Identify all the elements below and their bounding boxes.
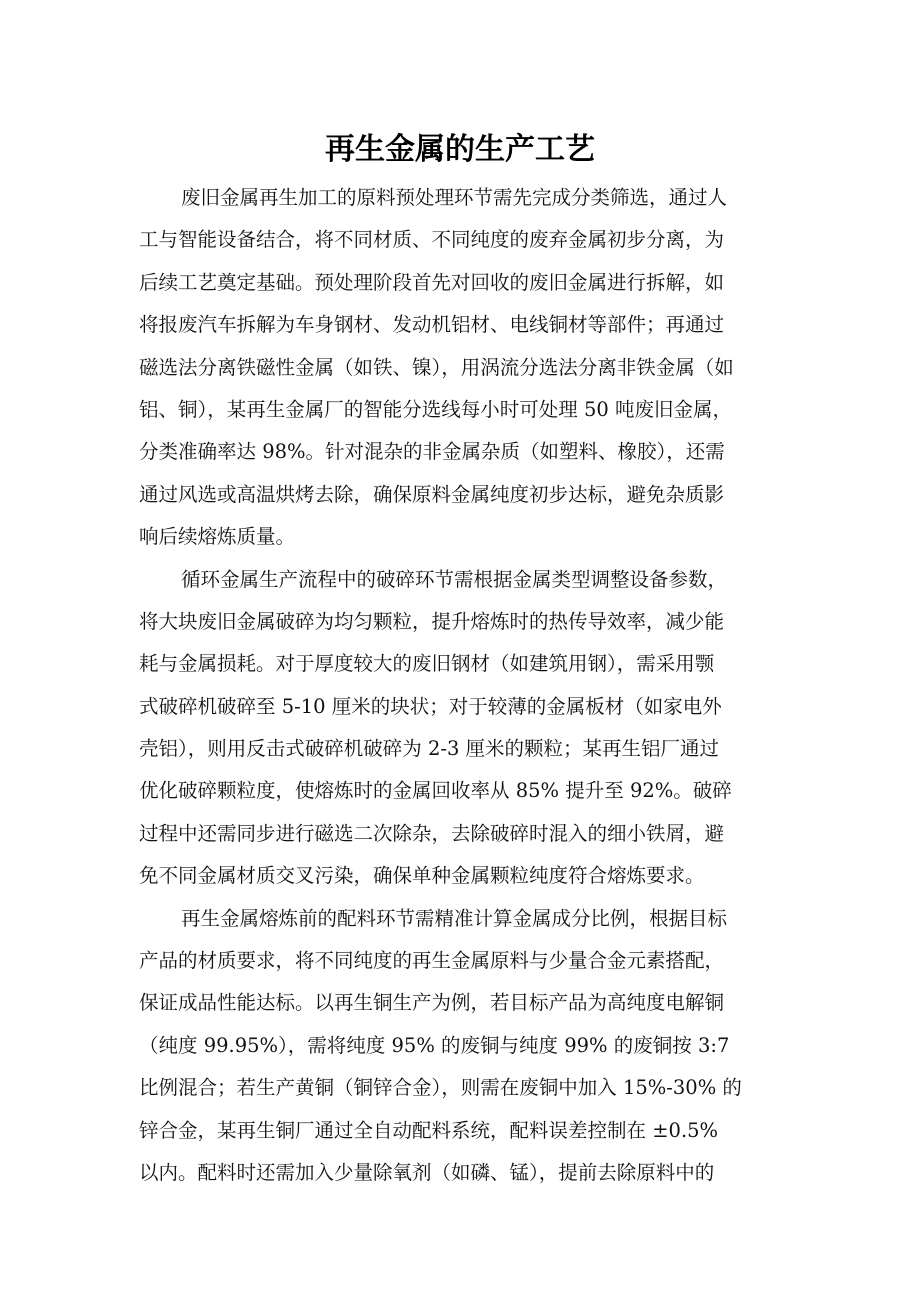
text-line: 耗与金属损耗。对于厚度较大的废旧钢材（如建筑用钢），需采用颚: [139, 652, 715, 676]
text-line: 比例混合；若生产黄铜（铜锌合金），则需在废铜中加入 15%-30% 的: [139, 1076, 742, 1100]
text-line: 保证成品性能达标。以再生铜生产为例，若目标产品为高纯度电解铜: [139, 991, 725, 1015]
text-line: 工与智能设备结合，将不同材质、不同纯度的废弃金属初步分离，为: [139, 228, 725, 252]
text-line: 磁选法分离铁磁性金属（如铁、镍），用涡流分选法分离非铁金属（如: [139, 355, 734, 379]
text-line: 循环金属生产流程中的破碎环节需根据金属类型调整设备参数，: [181, 567, 728, 591]
text-line: 过程中还需同步进行磁选二次除杂，去除破碎时混入的细小铁屑，避: [139, 821, 725, 845]
text-line: 优化破碎颗粒度，使熔炼时的金属回收率从 85% 提升至 92%。破碎: [139, 779, 732, 803]
text-line: 将大块废旧金属破碎为均匀颗粒，提升熔炼时的热传导效率，减少能: [139, 609, 725, 633]
text-line: 壳铝），则用反击式破碎机破碎为 2-3 厘米的颗粒；某再生铝厂通过: [139, 737, 720, 761]
text-line: 铝、铜），某再生金属厂的智能分选线每小时可处理 50 吨废旧金属，: [139, 397, 732, 421]
text-line: 免不同金属材质交叉污染，确保单种金属颗粒纯度符合熔炼要求。: [139, 864, 705, 888]
text-line: （纯度 99.95%），需将纯度 95% 的废铜与纯度 99% 的废铜按 3:7: [139, 1033, 730, 1057]
paragraph-batching: [139, 898, 781, 1195]
text-line: 产品的材质要求，将不同纯度的再生金属原料与少量合金元素搭配，: [139, 949, 725, 973]
text-line: 式破碎机破碎至 5-10 厘米的块状；对于较薄的金属板材（如家电外: [139, 694, 722, 718]
paragraph-crushing: [139, 559, 781, 898]
text-line: 将报废汽车拆解为车身钢材、发动机铝材、电线铜材等部件；再通过: [139, 313, 725, 337]
text-line: 锌合金，某再生铜厂通过全自动配料系统，配料误差控制在 ±0.5%: [139, 1118, 719, 1142]
text-line: 废旧金属再生加工的原料预处理环节需先完成分类筛选，通过人: [181, 186, 728, 209]
document-title: 再生金属的生产工艺: [325, 132, 595, 167]
document-body: [139, 177, 781, 1194]
text-line: 后续工艺奠定基础。预处理阶段首先对回收的废旧金属进行拆解，如: [139, 270, 725, 294]
paragraph-preprocessing: [139, 177, 781, 559]
text-line: 再生金属熔炼前的配料环节需精准计算金属成分比例，根据目标: [181, 906, 728, 930]
text-line: 分类准确率达 98%。针对混杂的非金属杂质（如塑料、橡胶），还需: [139, 440, 725, 464]
text-line: 响后续熔炼质量。: [139, 525, 296, 549]
text-line: 通过风选或高温烘烤去除，确保原料金属纯度初步达标，避免杂质影: [139, 482, 725, 506]
text-line: 以内。配料时还需加入少量除氧剂（如磷、锰），提前去除原料中的: [139, 1160, 715, 1184]
